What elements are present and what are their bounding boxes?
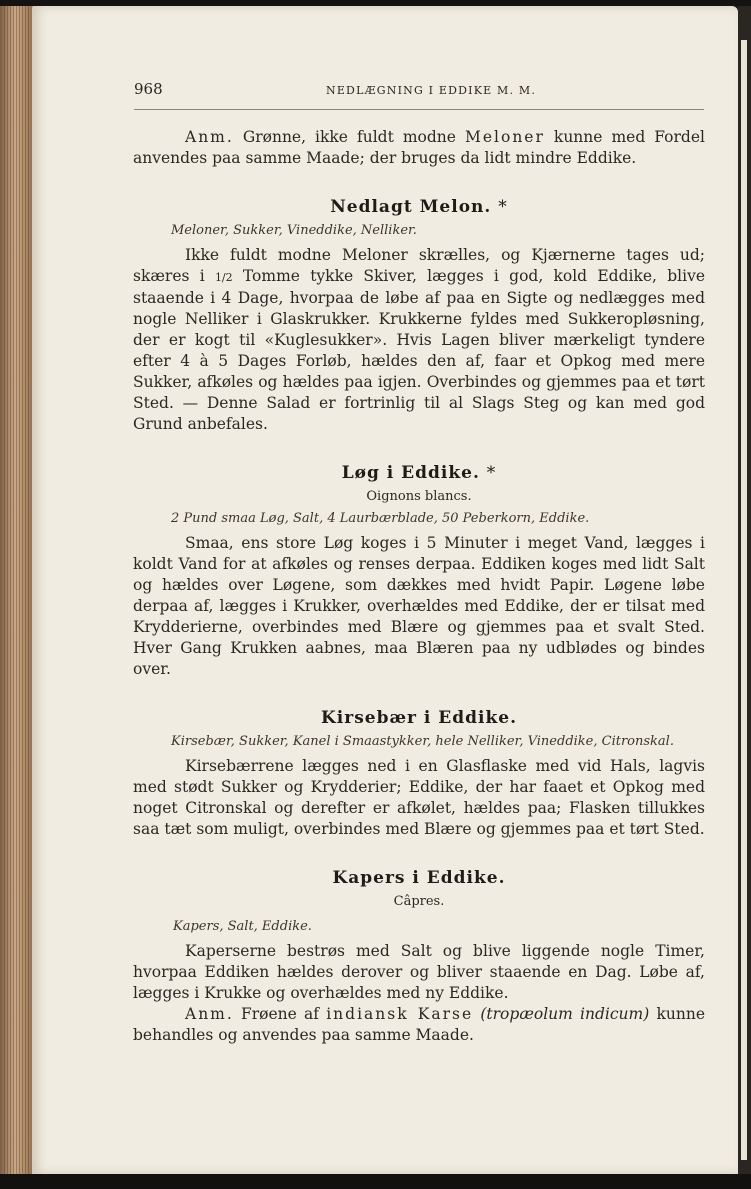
- title-text: Løg i Eddike.: [341, 463, 480, 483]
- ingredients-kapers: Kapers, Salt, Eddike.: [173, 919, 312, 934]
- note-word: Meloner: [464, 128, 545, 146]
- title-text: Nedlagt Melon.: [330, 197, 492, 217]
- note-text-b: kunne behandles og anvendes paa samme Maade.: [133, 1005, 705, 1044]
- asterisk: *: [486, 463, 497, 483]
- note-text: Grønne, ikke fuldt modne: [242, 128, 456, 146]
- ingredients-melon: Meloner, Sukker, Vineddike, Nelliker.: [171, 223, 417, 238]
- running-head: NEDLÆGNING I EDDIKE M. M.: [326, 84, 537, 97]
- scan-bottom-border: [0, 1174, 751, 1189]
- note-spaced: indiansk Karse: [326, 1005, 474, 1023]
- page-stack-lines: [4, 6, 30, 1176]
- note-text-a: Frøene af: [241, 1005, 320, 1023]
- recipe-body-kapers: Kaperserne bestrøs med Salt og blive liggende nogle Timer, hvorpaa Eddiken hældes derover og bliver staaende en Dag. Løbe af, lægges i Krukke og overhældes med ny Eddike.: [133, 942, 705, 1002]
- recipe-subtitle-kapers: Câpres.: [393, 894, 445, 909]
- note-label: Anm.: [185, 128, 234, 146]
- note-melon: [133, 127, 705, 169]
- note-label: Anm.: [185, 1005, 234, 1023]
- page-content: [133, 127, 705, 1046]
- note-italic: (tropæolum indicum): [480, 1005, 650, 1023]
- recipe-title-kapers: Kapers i Eddike.: [332, 868, 506, 888]
- recipe-body-kirsebaer: Kirsebærrene lægges ned i en Glasflaske med vid Hals, lagvis med stødt Sukker og Krydderier; Eddike, der har faaet et Opkog med noget Citronskal og derefter er afkølet, hældes paa; Flasken tillukkes saa tæt som muligt, overbindes med Blære og gjemmes paa et tørt Sted.: [133, 757, 705, 838]
- asterisk: *: [498, 197, 508, 217]
- recipe-title-melon: [133, 197, 705, 218]
- body-part-2: Tomme tykke Skiver, lægges i god, kold Eddike, blive staaende i 4 Dage, hvorpaa de løbe af paa en Sigte og nedlægges med nogle Nelliker i Glaskrukker. Krukkerne fyldes med Sukkeropløsning, der er kogt til «Kuglesukker». Hvis Lagen bliver mærkeligt tyndere efter 4 à 5 Dages Forløb, hældes den af, faar et Opkog med mere Sukker, afkøles og hældes paa igjen. Overbindes og gjemmes paa et tørt Sted. — Denne Salad er fortrinlig til al Slags Steg og kan med god Grund anbefales.: [133, 267, 705, 433]
- ingredients-log: 2 Pund smaa Løg, Salt, 4 Laurbærblade, 50 Peberkorn, Eddike.: [171, 511, 590, 526]
- next-page-edge: [741, 40, 747, 1160]
- page-number: 968: [134, 80, 163, 98]
- ingredients-kirsebaer: Kirsebær, Sukker, Kanel i Smaastykker, hele Nelliker, Vineddike, Citronskal.: [171, 734, 674, 749]
- fraction: 1/2: [214, 271, 233, 284]
- note-rest: kunne med Fordel anvendes paa samme Maade; der bruges da lidt mindre Eddike.: [133, 128, 705, 167]
- recipe-body-log: Smaa, ens store Løg koges i 5 Minuter i meget Vand, lægges i koldt Vand for at afkøles og renses derpaa. Eddiken koges med lidt Salt og hældes over Løgene, som dækkes med hvidt Papir. Løgene løbe derpaa af, lægges i Krukker, overhældes med Eddike, der er tilsat med Krydderierne, overbindes med Blære og gjemmes paa et svalt Sted. Hver Gang Krukken aabnes, maa Blæren paa ny udblødes og bindes over.: [133, 534, 705, 678]
- recipe-subtitle-log: Oignons blancs.: [366, 489, 472, 504]
- note-kapers: [133, 1004, 705, 1046]
- recipe-body-melon: [133, 245, 705, 435]
- body-part-1: Ikke fuldt modne Meloner skrælles, og Kjærnerne tages ud; skæres i: [133, 246, 705, 285]
- page-header: [134, 80, 704, 100]
- recipe-title-log: [133, 463, 705, 484]
- header-rule: [134, 109, 704, 110]
- recipe-title-kirsebaer: Kirsebær i Eddike.: [321, 708, 517, 728]
